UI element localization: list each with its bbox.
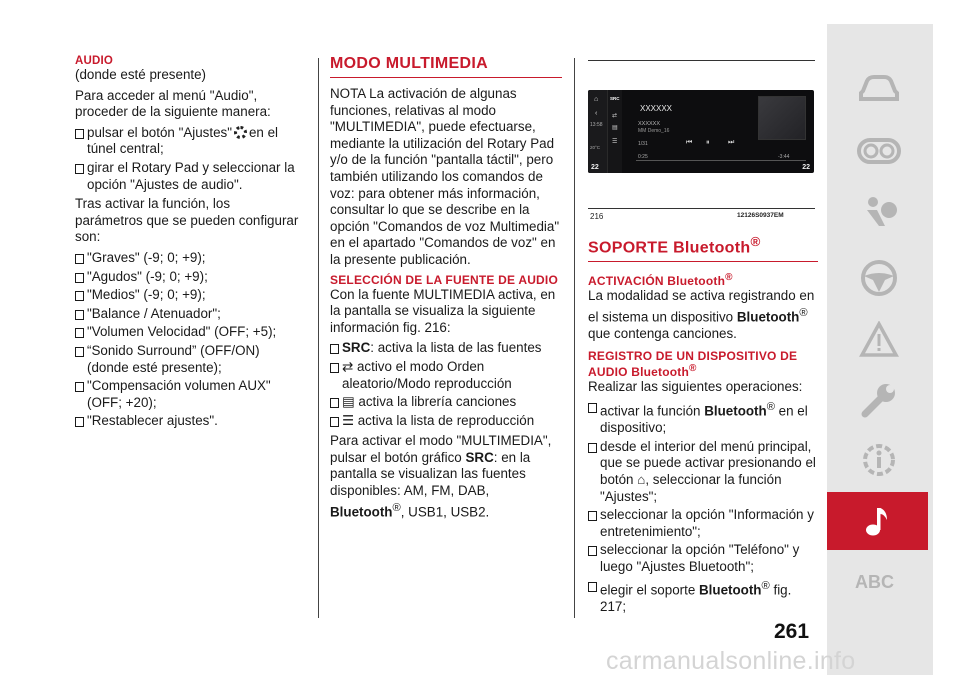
album-cover: [758, 96, 806, 140]
music-note-icon: [865, 505, 891, 537]
pause-icon: ⏸: [706, 139, 710, 146]
watermark: carmanualsonline.info: [606, 647, 856, 675]
audio-section: [75, 55, 300, 432]
column-divider: [574, 58, 575, 618]
library-icon: ▤: [342, 394, 359, 410]
bluetooth-section: [588, 234, 818, 617]
bt-step: elegir el soporte Bluetooth® fig. 217;: [588, 578, 818, 616]
airbag-icon[interactable]: [852, 192, 906, 236]
home-icon: ⌂: [633, 472, 646, 488]
technical-data-icon[interactable]: [852, 438, 906, 482]
playlist-bullet: ☰ activa la lista de reproducción: [330, 413, 562, 430]
bt-step: seleccionar la opción "Información y entretenimiento";: [588, 507, 818, 540]
home-icon: ⌂: [594, 96, 599, 103]
multimedia-section: [330, 55, 562, 525]
playlist-icon: ☰: [342, 412, 358, 428]
audio-param: "Agudos" (-9; 0; +9);: [75, 269, 300, 286]
multimedia-activate-para: Para activar el modo "MULTIMEDIA", pulsar el botón gráfico SRC: en la pantalla se visualizan las fuentes disponibles: AM, FM, DAB, Bluetooth®, USB1, USB2.: [330, 433, 552, 520]
back-icon: ‹: [595, 110, 598, 117]
warning-icon[interactable]: [852, 318, 906, 362]
progress-bar: [636, 160, 806, 161]
track-artist: XXXXXX: [638, 121, 661, 127]
audio-param: "Balance / Atenuador";: [75, 306, 300, 323]
src-label: SRC: [610, 96, 620, 101]
audio-step-1: pulsar el botón "Ajustes" en el túnel central;: [75, 125, 300, 158]
bt-step: seleccionar la opción "Teléfono" y luego "Ajustes Bluetooth";: [588, 542, 818, 575]
audio-param: "Volumen Velocidad" (OFF; +5);: [75, 324, 300, 341]
shuffle-bullet: ⇄ activo el modo Orden aleatorio/Modo reproducción: [330, 359, 562, 392]
screen-left-bar: ⌂ ‹ 13:58 20°C: [588, 90, 608, 173]
audio-param: “Sonido Surround” (OFF/ON) (donde esté presente);: [75, 343, 300, 376]
bluetooth-activation-heading: ACTIVACIÓN Bluetooth®: [588, 272, 733, 289]
gear-icon: [234, 126, 247, 139]
track-album: MM Demo_16: [638, 128, 670, 134]
library-icon: ▤: [612, 125, 618, 131]
sidebar-item-multimedia-active[interactable]: [827, 492, 928, 550]
wrench-icon[interactable]: [852, 378, 906, 422]
figure-top-rule: [588, 60, 815, 61]
chapter-sidebar: [827, 24, 933, 675]
column-divider: [318, 58, 319, 618]
audio-para-2: Tras activar la función, los parámetros que se pueden configurar son:: [75, 196, 299, 245]
shuffle-icon: ⇄: [342, 358, 357, 374]
bt-step: desde el interior del menú principal, que se puede activar presionando el botón ⌂, seleccionar la función "Ajustes";: [588, 439, 818, 505]
audio-param: "Compensación volumen AUX" (OFF; +20);: [75, 378, 300, 411]
page-number: 261: [774, 620, 810, 643]
next-icon: ⏭: [728, 139, 735, 146]
multimedia-note: NOTA La activación de algunas funciones, relativas al modo "MULTIMEDIA", puede efectuarse, mediante la utilización del Rotary Pad y/o de la función "pantalla táctil", pero también utilizando los comandos de voz: para obtener más información, consultar lo que se describe en la opción "Comandos de voz Multimedia" en el apartado "Comandos de voz" en la presente publicación.: [330, 86, 560, 267]
bluetooth-activation-para: La modalidad se activa registrando en el sistema un dispositivo Bluetooth® que contenga canciones.: [588, 288, 815, 341]
bluetooth-heading: SOPORTE Bluetooth®: [588, 234, 818, 262]
track-title: XXXXXX: [640, 104, 673, 113]
steering-wheel-icon[interactable]: [852, 256, 906, 300]
shuffle-icon: ⇄: [612, 113, 618, 119]
audio-para-1: Para acceder al menú "Audio", proceder de la siguiente manera:: [75, 87, 271, 120]
playlist-icon: ☰: [612, 139, 618, 145]
car-icon[interactable]: [852, 66, 906, 110]
audio-param: "Restablecer ajustes".: [75, 413, 300, 430]
figure-code: 12126S0937EM: [737, 212, 784, 219]
library-bullet: ▤ activa la librería canciones: [330, 394, 562, 411]
audio-step-2: girar el Rotary Pad y seleccionar la opción "Ajustes de audio".: [75, 160, 300, 193]
src-bullet: SRC: activa la lista de las fuentes: [330, 340, 562, 357]
bt-step: activar la función Bluetooth® en el dispositivo;: [588, 399, 818, 437]
audio-intro: (donde esté presente): [75, 67, 207, 82]
sidebar-item-index[interactable]: ABC: [855, 572, 894, 592]
multimedia-heading: MODO MULTIMEDIA: [330, 55, 562, 78]
audio-param: "Graves" (-9; 0; +9);: [75, 250, 300, 267]
audio-heading: AUDIO: [75, 55, 114, 67]
dashboard-icon[interactable]: [852, 129, 906, 173]
bluetooth-register-heading: REGISTRO DE UN DISPOSITIVO DE AUDIO Bluetooth®: [588, 348, 798, 379]
bluetooth-register-para: Realizar las siguientes operaciones:: [588, 378, 803, 394]
figure-caption-rule: [588, 208, 815, 209]
figure-number: 216: [590, 212, 604, 221]
audio-source-para: Con la fuente MULTIMEDIA activa, en la pantalla se visualiza la siguiente información fig. 216:: [330, 286, 556, 335]
previous-icon: ⏮: [686, 139, 693, 146]
audio-source-heading: SELECCIÓN DE LA FUENTE DE AUDIO: [330, 272, 558, 287]
screen-source-strip: [608, 90, 622, 173]
multimedia-screen-figure: ⌂ ‹ 13:58 20°C SRC ⇄ ▤ ☰ XXXXXX XXXXXX MM Demo_16 1/31 ⏮ ⏸ ⏭ 0:25 -3:44 22 22: [588, 90, 814, 173]
audio-param: "Medios" (-9; 0; +9);: [75, 287, 300, 304]
